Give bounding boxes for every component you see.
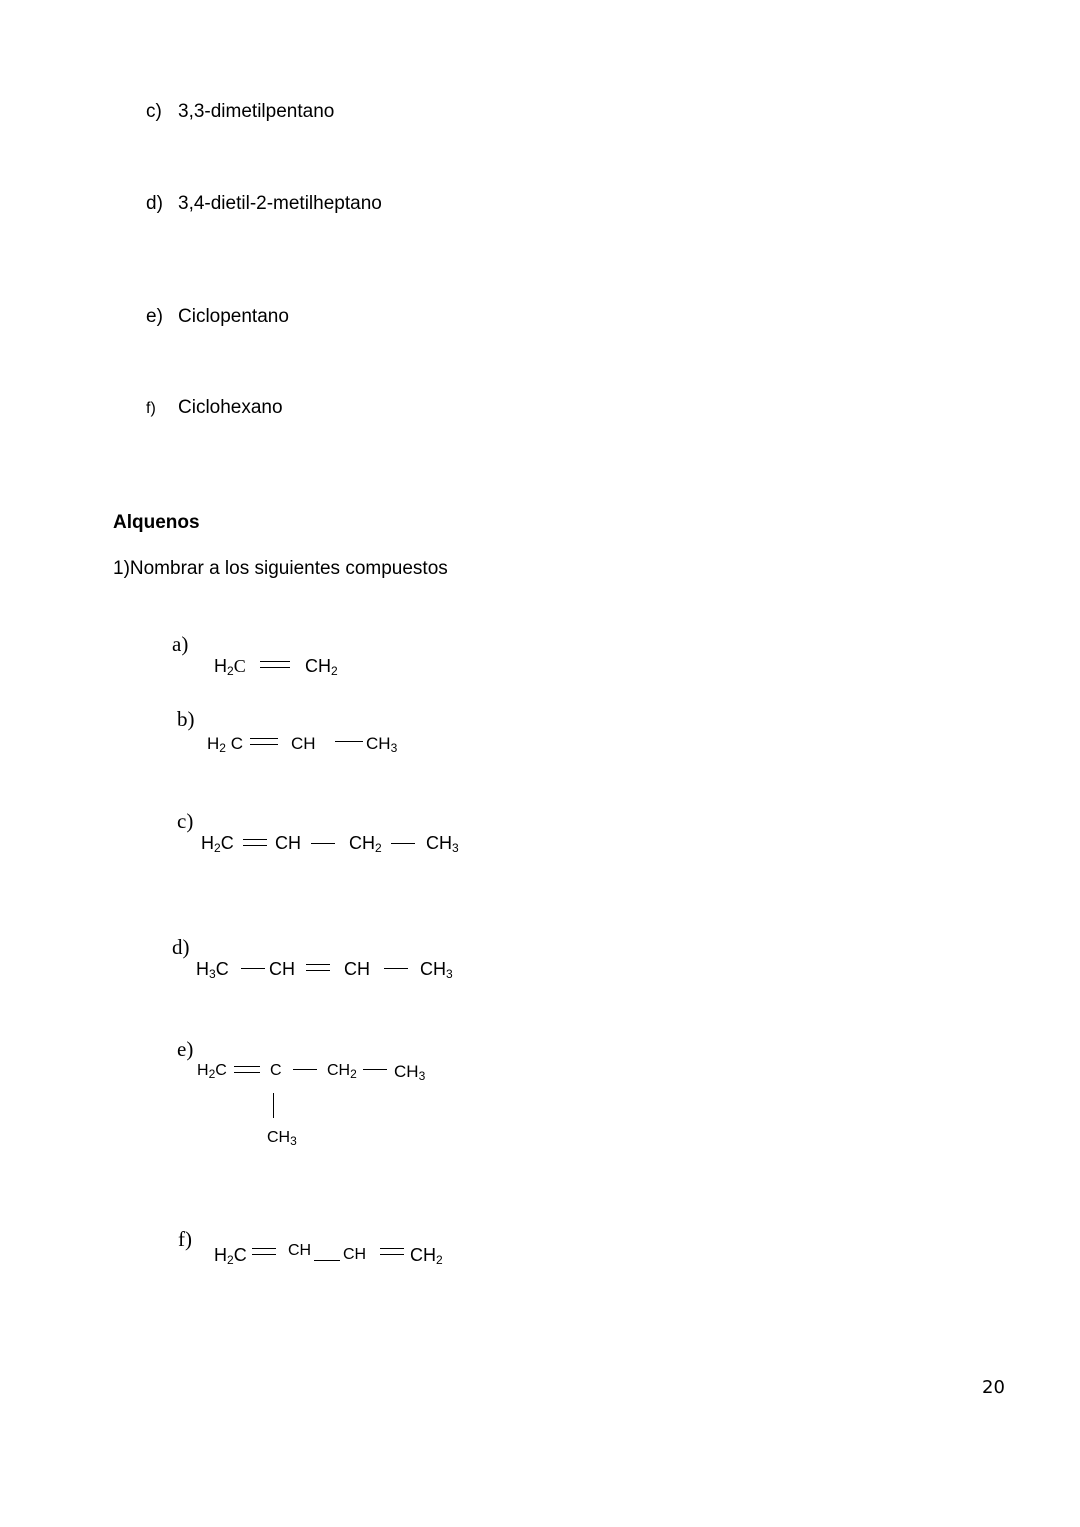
- formula-group: CH: [343, 1246, 367, 1263]
- formula-group: $CH_2$: [327, 1062, 357, 1081]
- double-bond: [250, 738, 278, 745]
- item-text: Ciclopentano: [178, 306, 289, 327]
- formula-group: CH: [344, 959, 370, 979]
- single-bond: [314, 1260, 340, 1261]
- formula-group: $CH_2$: [305, 656, 338, 678]
- item-text: 3,4-dietil-2-metilheptano: [178, 193, 382, 214]
- formula-group: $CH_3$: [426, 833, 459, 855]
- formula-group: C: [270, 1062, 282, 1079]
- vertical-bond: [273, 1093, 274, 1118]
- single-bond: [311, 843, 335, 844]
- double-bond: [243, 839, 267, 846]
- single-bond: [363, 1069, 387, 1070]
- item-label: f): [146, 400, 156, 417]
- formula-group: $CH_3$: [366, 734, 398, 755]
- double-bond: [306, 964, 330, 971]
- formula-group: CH: [269, 959, 295, 979]
- double-bond: [260, 661, 290, 668]
- formula-group: $H_2C$: [201, 833, 234, 855]
- formula-group: CH: [275, 833, 301, 853]
- formula-group: $H_2C$: [197, 1062, 227, 1081]
- item-label: d): [146, 193, 163, 214]
- molecule-label: f): [178, 1227, 192, 1251]
- item-text: Ciclohexano: [178, 397, 283, 418]
- item-label: e): [146, 306, 163, 327]
- single-bond: [293, 1069, 317, 1070]
- item-text: 3,3-dimetilpentano: [178, 101, 335, 122]
- formula-group: $H_2C$: [214, 1245, 247, 1267]
- formula-group: $H_2$ C: [207, 734, 243, 755]
- molecule-label: b): [177, 707, 195, 731]
- formula-group: $CH_3$: [394, 1062, 426, 1083]
- molecule-label: e): [177, 1037, 194, 1061]
- formula-group: CH: [291, 734, 316, 753]
- item-label: c): [146, 101, 162, 122]
- molecule-label: c): [177, 809, 194, 833]
- formula-group: $CH_2$: [349, 833, 382, 855]
- double-bond: [252, 1248, 276, 1255]
- instruction-text: 1)Nombrar a los siguientes compuestos: [113, 558, 448, 579]
- section-title: Alquenos: [113, 512, 200, 533]
- page-number: 20: [982, 1377, 1005, 1398]
- single-bond: [384, 968, 408, 969]
- single-bond: [241, 968, 265, 969]
- formula-group: $CH_3$: [267, 1129, 297, 1148]
- formula-group: CH: [288, 1242, 312, 1259]
- single-bond: [391, 843, 415, 844]
- formula-group: $CH_2$: [410, 1245, 443, 1267]
- molecule-label: d): [172, 935, 190, 959]
- molecule-label: a): [172, 632, 189, 656]
- formula-group: $H_2C$: [214, 656, 246, 678]
- single-bond: [335, 741, 363, 742]
- formula-group: $CH_3$: [420, 959, 453, 981]
- double-bond: [380, 1248, 404, 1255]
- formula-group: $H_3C$: [196, 959, 229, 981]
- double-bond: [234, 1066, 260, 1073]
